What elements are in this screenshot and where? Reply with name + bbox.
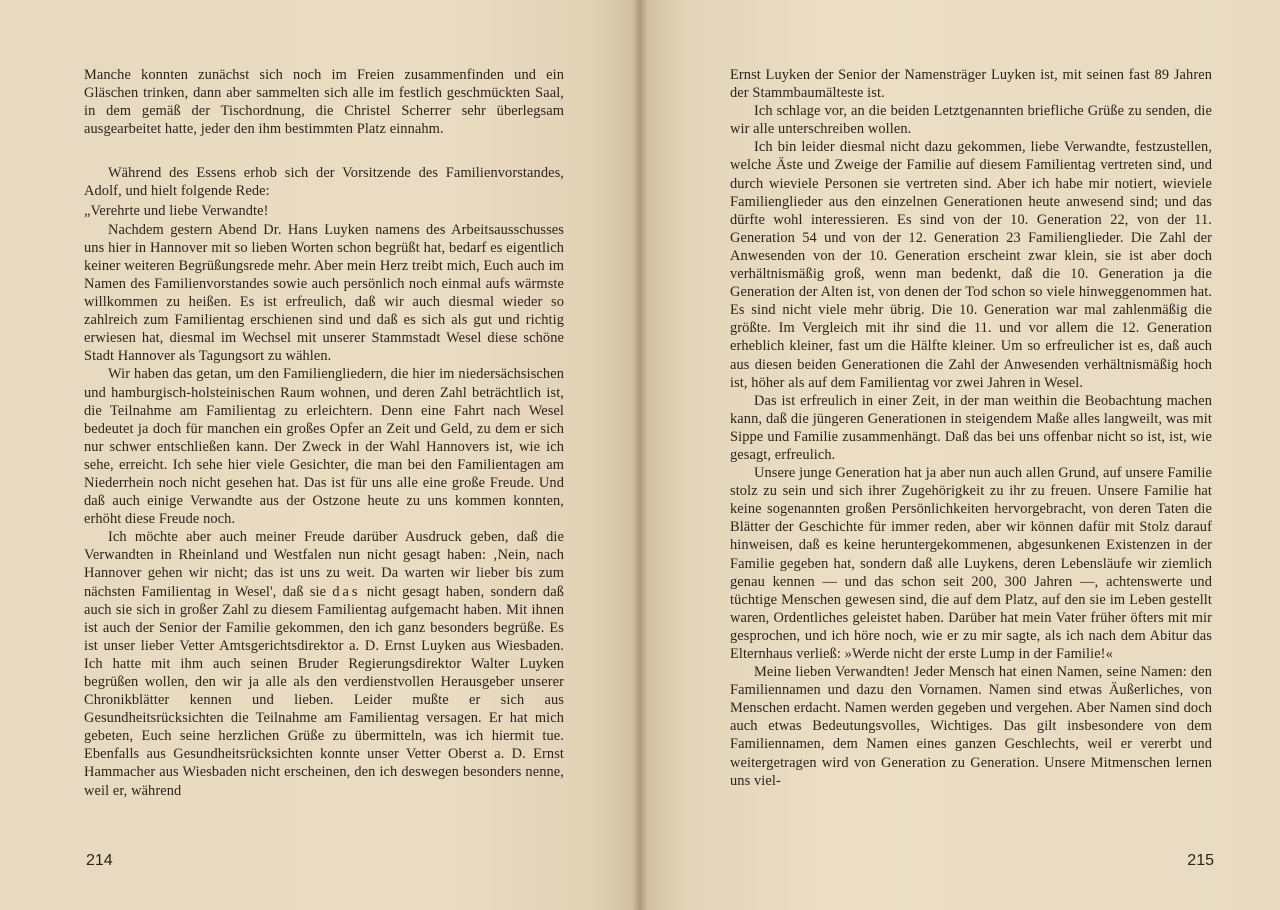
right-page-text: [730, 66, 1212, 790]
right-page: [640, 0, 1280, 910]
paragraph: Ich schlage vor, an die beiden Letztgenannten briefliche Grüße zu senden, die wir alle unterschreiben wollen.: [730, 103, 1212, 138]
page-number-right: 215: [1187, 852, 1214, 869]
paragraph: Manche konnten zunächst sich noch im Freien zusammenfinden und ein Gläschen trinken, dann aber sammelten sich alle im festlich geschmückten Saal, in dem gemäß der Tischordnung, die Christel Scherrer sehr überlegsam ausgearbeitet hatte, jeder den ihm bestimmten Platz einnahm.: [84, 67, 564, 138]
left-page-text: [84, 66, 564, 800]
speech-salutation: „Verehrte und liebe Verwandte!: [84, 202, 269, 219]
paragraph-part: nicht gesagt haben, sondern daß auch sie sich in großer Zahl zu diesem Familientag aufgemacht haben. Mit ihnen ist auch der Senior der Familie gekommen, den ich ganz besonders begrüße. Es ist unser lieber Vetter Amtsgerichtsdirektor a. D. Ernst Luyken aus Wiesbaden. Ich hatte mit ihm auch seinen Bruder Regierungsdirektor Walter Luyken begrüßen wollen, den wir ja alle als den verdienstvollen Herausgeber unserer Chronikblätter kennen und lieben. Leider mußte er sich aus Gesundheitsrücksichten die Teilnahme am Familientag versagen. Er hat mich gebeten, Euch seine herzlichen Grüße zu übermitteln, was ich hiermit tue. Ebenfalls aus Gesundheitsrücksichten konnte unser Vetter Oberst a. D. Ernst Hammacher aus Wiesbaden nicht erscheinen, den ich deswegen besonders nenne, weil er, während: [84, 583, 564, 799]
paragraph: Unsere junge Generation hat ja aber nun auch allen Grund, auf unsere Familie stolz zu sein und sich ihrer Zugehörigkeit zu ihr zu freuen. Unsere Familie hat keine sogenannten großen Persönlichkeiten hervorgebracht, von deren Taten die Blätter der Geschichte für immer reden, aber wir können dafür mit Stolz darauf hinweisen, daß es keine heruntergekommenen, abgesunkenen Existenzen in der Familie gegeben hat, sondern daß alle Luykens, deren Lebensläufe wir ziemlich genau kennen — und das schon seit 200, 300 Jahren —, achtenswerte und tüchtige Menschen gewesen sind, die auf dem Platz, auf den sie im Leben gestellt waren, Ordentliches geleistet haben. Darüber hat mein Vater früher öfters mit mir gesprochen, und ich höre noch, wie er zu mir sagte, als ich nach dem Abitur das Elternhaus verließ: »Werde nicht der erste Lump in der Familie!«: [730, 465, 1212, 662]
paragraph: Ich bin leider diesmal nicht dazu gekommen, liebe Verwandte, festzustellen, welche Äste und Zweige der Familie auf diesem Familientag vertreten sind, und durch wieviele Personen sie vertreten sind. Aber ich habe mir notiert, wieviele Familienglieder aus den einzelnen Generationen heute anwesend sind; und das dürfte wohl interessieren. Es sind von der 10. Generation 22, von der 11. Generation 54 und von der 12. Generation 23 Familienglieder. Die Zahl der Anwesenden von der 10. Generation erscheint zwar klein, sie ist aber doch verhältnismäßig groß, wenn man bedenkt, daß die 10. Generation ja die Generation der Alten ist, von denen der Tod schon so viele hinweggenommen hat. Es sind nicht viele mehr übrig. Die 10. Generation war mal zahlenmäßig die größte. Im Vergleich mit ihr sind die 11. und vor allem die 12. Generation erheblich kleiner, fast um die Hälfte kleiner. Um so erfreulicher ist es, daß auch aus diesen beiden Generationen die Zahl der Anwesenden verhältnismäßig hoch ist, höher als auf dem Familientag vor zwei Jahren in Wesel.: [730, 139, 1212, 391]
page-number-left: 214: [86, 852, 113, 869]
paragraph-part: Ich möchte aber auch meiner Freude darüber Ausdruck geben, daß die Verwandten in Rheinland und Westfalen nun nicht gesagt haben: ‚Nein, nach Hannover gehen wir nicht; das ist uns zu weit. Da warten wir lieber bis zum nächsten Familientag in Wesel', daß sie: [84, 529, 564, 600]
paragraph: Das ist erfreulich in einer Zeit, in der man weithin die Beobachtung machen kann, daß die jüngeren Generationen in steigendem Maße alles langweilt, was mit Sippe und Familie zusammenhängt. Daß das bei uns offenbar nicht so ist, ist, wie gesagt, erfreulich.: [730, 392, 1212, 463]
paragraph: Meine lieben Verwandten! Jeder Mensch hat einen Namen, seine Namen: den Familiennamen und dazu den Vornamen. Namen sind etwas Äußerliches, von Menschen erdacht. Namen werden gegeben und vergehen. Aber Namen sind doch auch etwas Bedeutungsvolles, Wichtiges. Das gilt insbesondere von dem Familiennamen, dem Namen eines ganzen Geschlechts, weil er vererbt und weitergetragen wird von Generation zu Generation. Unsere Mitmenschen lernen uns viel-: [730, 664, 1212, 789]
paragraph: [84, 528, 564, 799]
paragraph: Während des Essens erhob sich der Vorsitzende des Familienvorstandes, Adolf, und hielt folgende Rede:: [84, 165, 564, 200]
paragraph: Wir haben das getan, um den Familiengliedern, die hier im niedersächsischen und hamburgisch-holsteinischen Raum wohnen, und deren Zahl beträchtlich ist, die Teilnahme am Familientag zu erleichtern. Denn eine Fahrt nach Wesel bedeutet ja doch für manchen ein großes Opfer an Zeit und Geld, zu dem er sich nur schwer entschließen kann. Der Zweck in der Wahl Hannovers ist, wie ich sehe, erreicht. Ich sehe hier viele Gesichter, die man bei den Familientagen am Niederrhein noch nicht gesehen hat. Das ist für uns alle eine große Freude. Und daß auch einige Verwandte aus der Ostzone heute zu uns kommen konnten, erhöht diese Freude noch.: [84, 366, 564, 528]
paragraph: Ernst Luyken der Senior der Namensträger Luyken ist, mit seinen fast 89 Jahren der Stammbaumälteste ist.: [730, 67, 1212, 102]
emphasized-word: das: [332, 583, 361, 600]
paragraph: Nachdem gestern Abend Dr. Hans Luyken namens des Arbeitsausschusses uns hier in Hannover mit so lieben Worten schon begrüßt hat, bedarf es eigentlich keiner weiteren Begrüßungsrede mehr. Aber mein Herz treibt mich, Euch auch im Namen des Familienvorstandes sowie auch persönlich noch einmal aufs wärmste willkommen zu heißen. Es ist erfreulich, daß wir auch diesmal wieder so zahlreich zum Familientag erschienen sind und daß es sich als gut und richtig erwiesen hat, diesmal im Wechsel mit unserer Stammstadt Wesel diese schöne Stadt Hannover als Tagungsort zu wählen.: [84, 221, 564, 365]
